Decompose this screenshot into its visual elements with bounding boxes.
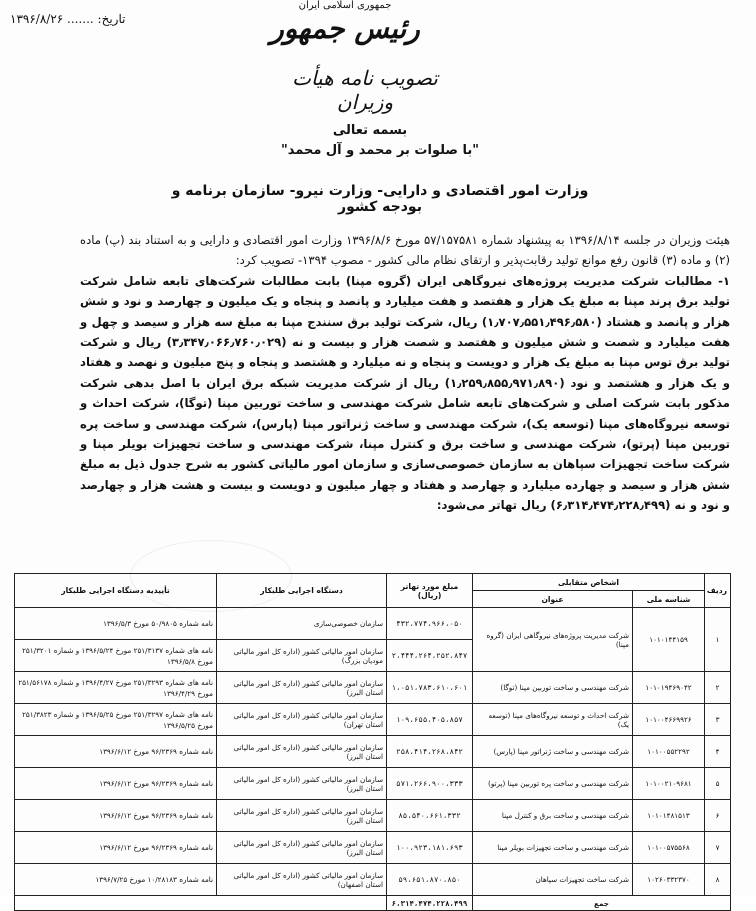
row-approval: نامه های شماره ۲۵۱/۳۲۹۷ مورخ ۱۳۹۶/۵/۲۵ و شماره ۲۵۱/۳۸۲۳ مورخ ۱۳۹۶/۵/۲۵	[15, 704, 217, 736]
row-number: ۲	[705, 672, 731, 704]
header-executor: دستگاه اجرایی طلبکار	[217, 574, 387, 608]
bismillah: بسمه تعالی	[332, 123, 408, 138]
row-executor: سازمان امور مالیاتی کشور (اداره کل امور مالیاتی مودیان بزرگ)	[217, 640, 387, 672]
date-value: ۱۳۹۶/۸/۲۶	[10, 12, 64, 26]
row-executor: سازمان امور مالیاتی کشور (اداره کل امور مالیاتی استان البرز)	[217, 768, 387, 800]
row-approval: نامه شماره ۹۶/۲۳۶۹ مورخ ۱۳۹۶/۶/۱۲	[15, 736, 217, 768]
row-approval: نامه شماره ۹۶/۲۳۶۹ مورخ ۱۳۹۶/۶/۱۲	[15, 832, 217, 864]
row-number: ۳	[705, 704, 731, 736]
header-amount: مبلغ مورد تهاتر (ریال)	[387, 574, 473, 608]
row-number: ۸	[705, 864, 731, 896]
row-title: شرکت مهندسی و ساخت توربین مپنا (توگا)	[473, 672, 633, 704]
row-national-id: ۱۰۱۰۰۵۵۲۲۹۲	[633, 736, 705, 768]
row-amount: ۵۹،۶۵۱،۸۷۰،۸۵۰	[387, 864, 473, 896]
total-empty	[15, 896, 387, 911]
letter-date: تاریخ: ....... ۱۳۹۶/۸/۲۶	[10, 12, 126, 26]
salawat: "با صلوات بر محمد و آل محمد"	[280, 143, 480, 158]
row-national-id: ۱۰۲۶۰۳۳۲۳۷۰	[633, 864, 705, 896]
addressees: وزارت امور اقتصادی و دارایی- وزارت نیرو- سازمان برنامه و بودجه کشور	[171, 183, 589, 215]
row-approval: نامه های شماره ۲۵۱/۳۲۹۳ مورخ ۱۳۹۶/۴/۲۷ و شماره ۲۵۱/۵۶۱۷۸ مورخ ۱۳۹۶/۴/۲۹	[15, 672, 217, 704]
row-amount: ۸۵،۵۴۰،۶۶۱،۳۳۲	[387, 800, 473, 832]
row-number: ۱	[705, 608, 731, 672]
row-title: شرکت مدیریت پروژه‌های نیروگاهی ایران (گروه مپنا)	[473, 608, 633, 672]
row-executor: سازمان امور مالیاتی کشور (اداره کل امور مالیاتی استان اصفهان)	[217, 864, 387, 896]
row-amount: ۴۳۲،۷۷۴،۹۶۶،۰۵۰	[387, 608, 473, 640]
header-title: عنوان	[473, 591, 633, 608]
decree-body	[80, 230, 730, 516]
row-executor: سازمان امور مالیاتی کشور (اداره کل امور مالیاتی استان البرز)	[217, 736, 387, 768]
settlement-table	[14, 573, 731, 911]
table-row	[15, 832, 731, 864]
row-number: ۷	[705, 832, 731, 864]
republic-line: جمهوری اسلامی ایران	[298, 0, 392, 11]
row-approval: نامه شماره ۵۰/۹۸۰۵ مورخ ۱۳۹۶/۵/۳	[15, 608, 217, 640]
row-approval: نامه شماره ۹۶/۲۳۶۹ مورخ ۱۳۹۶/۶/۱۲	[15, 768, 217, 800]
row-approval: نامه های شماره ۲۵۱/۳۱۳۷ مورخ ۱۳۹۶/۵/۲۴ و شماره ۲۵۱/۳۲۰۱ مورخ ۱۳۹۶/۵/۸	[15, 640, 217, 672]
row-amount: ۲۵۸،۴۱۴،۲۶۸،۸۴۲	[387, 736, 473, 768]
header-parties: اشخاص متقابلی	[473, 574, 705, 591]
cabinet-decree-heading: تصویب نامه هیأت وزیران	[292, 66, 438, 114]
row-amount: ۱۰۰،۹۲۳،۱۸۱،۶۹۳	[387, 832, 473, 864]
total-amount: ۶،۳۱۴،۴۷۴،۲۲۸،۴۹۹	[387, 896, 473, 911]
row-amount: ۱۰۹،۶۵۵،۴۰۵،۸۵۷	[387, 704, 473, 736]
row-approval: نامه شماره ۱۰/۲۸۱۸۳ مورخ ۱۳۹۶/۷/۲۵	[15, 864, 217, 896]
row-executor: سازمان امور مالیاتی کشور (اداره کل امور مالیاتی استان البرز)	[217, 832, 387, 864]
row-amount: ۵۷۱،۲۶۶،۹۰۰،۳۳۳	[387, 768, 473, 800]
total-label: جمع	[473, 896, 731, 911]
row-national-id: ۱۰۱۰۰۲۱۰۹۶۸۱	[633, 768, 705, 800]
row-title: شرکت احداث و توسعه نیروگاه‌های مپنا (توسعه یک)	[473, 704, 633, 736]
row-national-id: ۱۰۱۰۱۹۴۶۹۰۴۲	[633, 672, 705, 704]
header-approval: تأییدیه دستگاه اجرایی طلبکار	[15, 574, 217, 608]
header-national-id: شناسه ملی	[633, 591, 705, 608]
date-label: تاریخ	[101, 12, 126, 26]
row-amount: ۱،۰۵۱،۷۸۳،۶۱۰،۶۰۱	[387, 672, 473, 704]
row-title: شرکت مهندسی و ساخت پره توربین مپنا (پرتو)	[473, 768, 633, 800]
decree-clause-1: ۱- مطالبات شرکت مدیریت پروژه‌های نیروگاهی ایران (گروه مپنا) بابت مطالبات شرکت‌های تابعه شامل شرکت تولید برق پرند مپنا به مبلغ یک هزار و هفتصد و هفت میلیارد و پانصد و پنجاه و یک میلیون و چهارصد و نود و شش هزار و پانصد و هشتاد (۱٫۷۰۷٫۵۵۱٫۴۹۶٫۵۸۰) ریال، شرکت تولید برق سنندج مپنا به مبلغ سه هزار و سیصد و چهل و هفت میلیارد و شصت و شش میلیون و هفتصد و شصت هزار و بیست و نه (۳٫۳۴۷٫۰۶۶٫۷۶۰٫۰۲۹) ریال و شرکت تولید برق توس مپنا به مبلغ یک هزار و دویست و پنجاه و نه میلیارد و هشتصد و پنجاه و پنج میلیون و نهصد و هفتاد و یک هزار و هشتصد و نود (۱٫۲۵۹٫۸۵۵٫۹۷۱٫۸۹۰) ریال از شرکت مدیریت شبکه برق ایران با اصل بدهی شرکت مذکور بابت شرکت اصلی و شرکت‌های تابعه شامل شرکت مهندسی و ساخت توربین مپنا (توگا)، شرکت احداث و توسعه نیروگاه‌های مپنا (توسعه یک)، شرکت مهندسی و ساخت ژنراتور مپنا (پارس)، شرکت مهندسی و ساخت پره توربین مپنا (پرتو)، شرکت مهندسی و ساخت برق و کنترل مپنا، شرکت مهندسی و ساخت تجهیزات بویلر مپنا و شرکت ساخت تجهیزات سپاهان به سازمان خصوصی‌سازی و سازمان امور مالیاتی کشور به شرح جدول ذیل به مبلغ شش هزار و سیصد و چهارده میلیارد و چهارصد و هفتاد و چهار میلیون و دویست و بیست و هشت هزار و چهارصد و نود و نه (۶٫۳۱۴٫۴۷۴٫۲۲۸٫۴۹۹) ریال تهاتر می‌شود:	[80, 273, 730, 513]
table-row	[15, 704, 731, 736]
row-amount: ۲،۴۴۴،۲۶۴،۲۵۲،۸۴۷	[387, 640, 473, 672]
row-executor: سازمان خصوصی‌سازی	[217, 608, 387, 640]
row-national-id: ۱۰۱۰۰۵۷۵۵۶۸	[633, 832, 705, 864]
header-row: ردیف	[705, 574, 731, 608]
row-number: ۴	[705, 736, 731, 768]
row-national-id: ۱۰۱۰۰۴۶۶۹۹۲۶	[633, 704, 705, 736]
row-approval: نامه شماره ۹۶/۲۳۶۹ مورخ ۱۳۹۶/۶/۱۲	[15, 800, 217, 832]
decree-intro: هیئت وزیران در جلسه ۱۳۹۶/۸/۱۴ به پیشنهاد شماره ۵۷/۱۵۷۵۸۱ مورخ ۱۳۹۶/۸/۶ وزارت امور اقتصادی و دارایی و به استناد بند (پ) ماده (۲) و ماده (۳) قانون رفع موانع تولید رقابت‌پذیر و ارتقای نظام مالی کشور - مصوب ۱۳۹۴- تصویب کرد:	[80, 233, 730, 268]
row-number: ۵	[705, 768, 731, 800]
table-row	[15, 736, 731, 768]
row-executor: سازمان امور مالیاتی کشور (اداره کل امور مالیاتی استان البرز)	[217, 672, 387, 704]
row-title: شرکت مهندسی و ساخت ژنراتور مپنا (پارس)	[473, 736, 633, 768]
row-title: شرکت مهندسی و ساخت تجهیزات بویلر مپنا	[473, 832, 633, 864]
row-title: شرکت مهندسی و ساخت برق و کنترل مپنا	[473, 800, 633, 832]
table-row	[15, 800, 731, 832]
row-title: شرکت ساخت تجهیزات سپاهان	[473, 864, 633, 896]
president-heading: رئیس جمهور	[270, 12, 420, 45]
row-national-id: ۱۰۱۰۱۴۴۱۵۹	[633, 608, 705, 672]
row-national-id: ۱۰۱۰۱۴۸۱۵۱۳	[633, 800, 705, 832]
table-row	[15, 768, 731, 800]
row-executor: سازمان امور مالیاتی کشور (اداره کل امور مالیاتی استان البرز)	[217, 800, 387, 832]
table-row	[15, 608, 731, 640]
table-row	[15, 864, 731, 896]
row-executor: سازمان امور مالیاتی کشور (اداره کل امور مالیاتی استان تهران)	[217, 704, 387, 736]
table-row	[15, 672, 731, 704]
row-number: ۶	[705, 800, 731, 832]
table-total-row	[15, 896, 731, 911]
